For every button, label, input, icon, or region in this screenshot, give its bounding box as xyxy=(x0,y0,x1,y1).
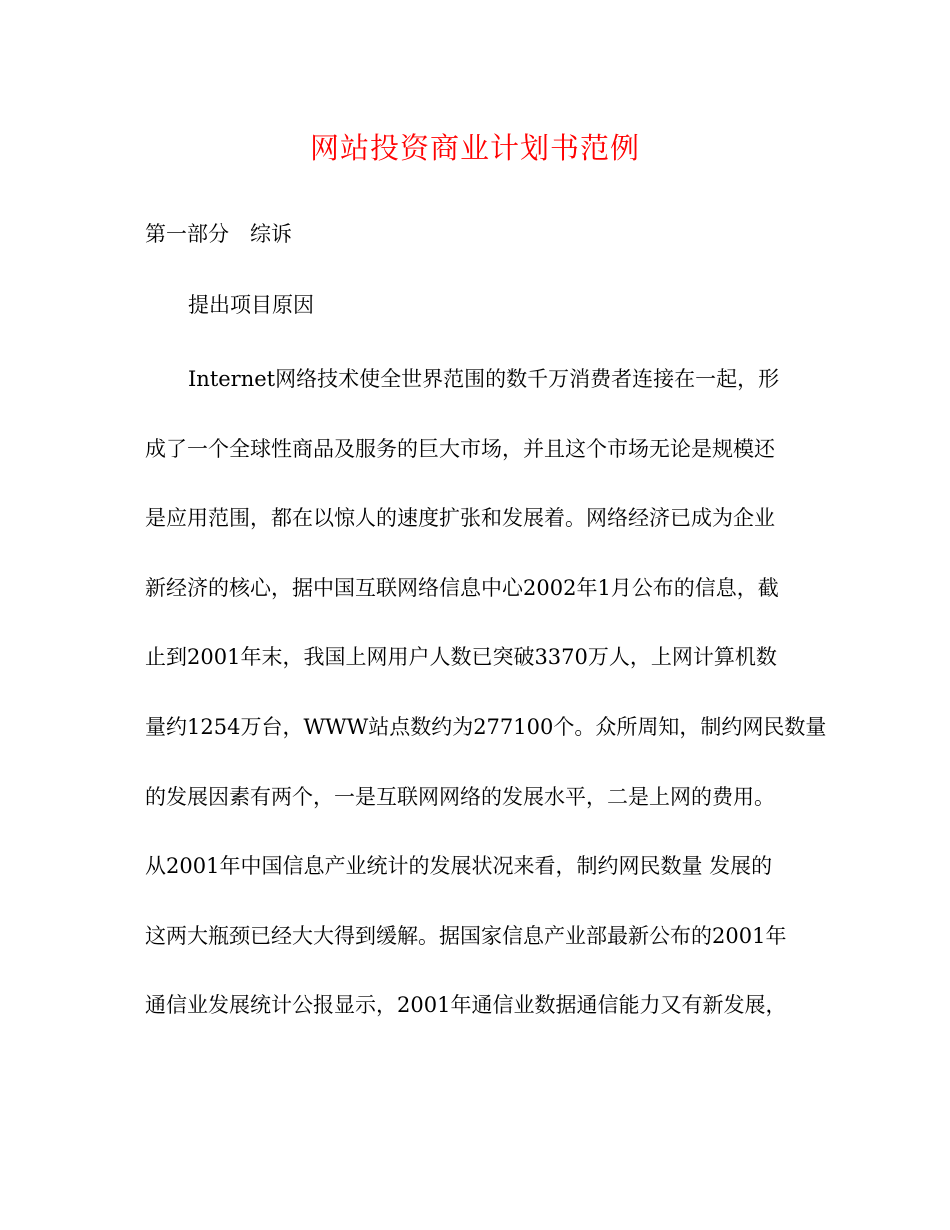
subsection-heading: 提出项目原因 xyxy=(188,293,314,317)
paragraph-line: Internet网络技术使全世界范围的数千万消费者连接在一起，形 xyxy=(188,367,780,391)
paragraph-line: 通信业发展统计公报显示，2001年通信业数据通信能力又有新发展， xyxy=(145,993,787,1018)
body-paragraph xyxy=(145,362,825,1058)
paragraph-line: 的发展因素有两个，一是互联网网络的发展水平，二是上网的费用。 xyxy=(145,784,775,809)
paragraph-line: 是应用范围，都在以惊人的速度扩张和发展着。网络经济已成为企业 xyxy=(145,506,775,531)
paragraph-line: 量约1254万台，WWW站点数约为277100个。众所周知，制约网民数量 xyxy=(145,714,827,739)
document-title: 网站投资商业计划书范例 xyxy=(309,131,640,165)
paragraph-line: 止到2001年末，我国上网用户人数已突破3370万人，上网计算机数 xyxy=(145,645,777,670)
section-heading: 第一部分 综诉 xyxy=(145,222,292,246)
paragraph-line: 成了一个全球性商品及服务的巨大市场，并且这个市场无论是规模还 xyxy=(145,436,775,461)
paragraph-line: 新经济的核心，据中国互联网络信息中心2002年1月公布的信息，截 xyxy=(145,575,779,600)
paragraph-line: 从2001年中国信息产业统计的发展状况来看，制约网民数量 发展的 xyxy=(145,854,773,879)
paragraph-line: 这两大瓶颈已经大大得到缓解。据国家信息产业部最新公布的2001年 xyxy=(145,923,787,948)
